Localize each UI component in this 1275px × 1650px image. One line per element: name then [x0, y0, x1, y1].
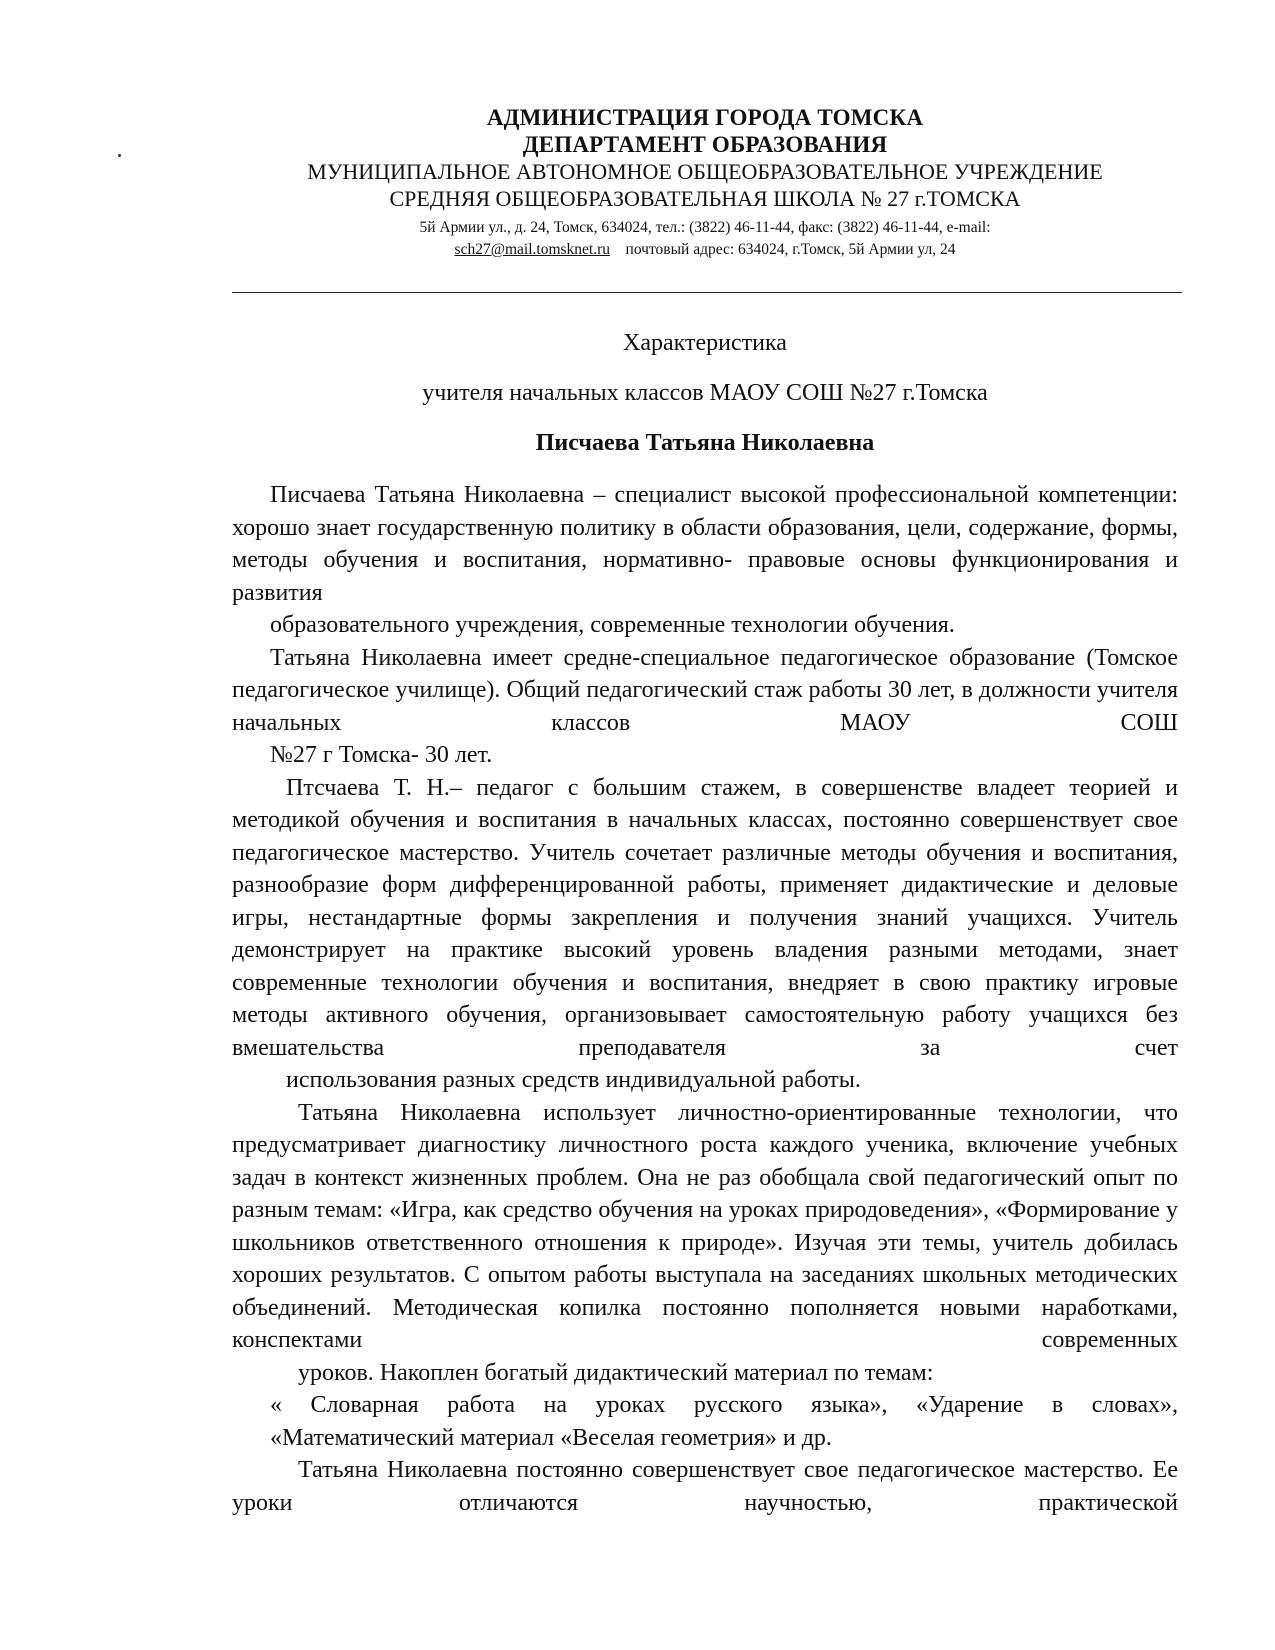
- paragraph-6: Татьяна Николаевна постоянно совершенствует свое педагогическое мастерство. Ее уроки отличаются научностью, практической: [232, 1457, 1178, 1516]
- letterhead-institution: МУНИЦИПАЛЬНОЕ АВТОНОМНОЕ ОБЩЕОБРАЗОВАТЕЛЬНОЕ УЧРЕЖДЕНИЕ: [307, 159, 1103, 184]
- email-link[interactable]: sch27@mail.tomsknet.ru: [454, 241, 611, 258]
- header-divider: [232, 292, 1182, 293]
- document-title: Характеристика: [623, 330, 787, 356]
- scan-speck: [118, 154, 121, 157]
- paragraph-4: Татьяна Николаевна использует личностно-ориентированные технологии, что предусматривает диагностику личностного роста каждого ученика, включение учебных задач в контекст жизненных проблем. Она не раз обобщала свой педагогический опыт по разным темам: «Игра, как средство обучения на уроках природоведения», «Формирование у школьников ответственного отношения к природе». Изучая эти темы, учитель добилась хороших результатов. С опытом работы выступала на заседаниях школьных методических объединений. Методическая копилка постоянно пополняется новыми наработками, конспектами современных уроков. Накоплен богатый дидактический материал по темам:: [232, 1099, 1178, 1386]
- letterhead-school: СРЕДНЯЯ ОБЩЕОБРАЗОВАТЕЛЬНАЯ ШКОЛА № 27 г.ТОМСКА: [389, 186, 1021, 211]
- letterhead: [230, 104, 1180, 260]
- letterhead-department: ДЕПАРТАМЕНТ ОБРАЗОВАНИЯ: [522, 132, 888, 157]
- letterhead-administration: АДМИНИСТРАЦИЯ ГОРОДА ТОМСКА: [486, 105, 924, 130]
- paragraph-5: « Словарная работа на уроках русского языка», «Ударение в словах», «Математический материал «Веселая геометрия» и др.: [270, 1392, 1178, 1451]
- letterhead-contact: 5й Армии ул., д. 24, Томск, 634024, тел.: (3822) 46-11-44, факс: (3822) 46-11-44, e-mail:: [419, 219, 991, 236]
- teacher-name: Писчаева Татьяна Николаевна: [535, 430, 875, 456]
- postal-address: почтовый адрес: 634024, г.Томск, 5й Армии ул, 24: [625, 241, 956, 258]
- paragraph-3: Птсчаева Т. Н.– педагог с большим стажем, в совершенстве владеет теорией и методикой обучения и воспитания в начальных классах, постоянно совершенствует свое педагогическое мастерство. Учитель сочетает различные методы обучения и воспитания, разнообразие форм дифференцированной работы, применяет дидактические и деловые игры, нестандартные формы закрепления и получения знаний учащихся. Учитель демонстрирует на практике высокий уровень владения разными методами, знает современные технологии обучения и воспитания, внедряет в свою практику игровые методы активного обучения, организовывает самостоятельную работу учащихся без вмешательства преподавателя за счет использования разных средств индивидуальной работы.: [232, 774, 1178, 1093]
- paragraph-2: Татьяна Николаевна имеет средне-специальное педагогическое образование (Томское педагогическое училище). Общий педагогический стаж работы 30 лет, в должности учителя начальных классов МАОУ СОШ №27 г Томска- 30 лет.: [232, 644, 1178, 768]
- paragraph-1: Писчаева Татьяна Николаевна – специалист высокой профессиональной компетенции: хорошо знает государственную политику в области образования, цели, содержание, формы, методы обучения и воспитания, нормативно- правовые основы функционирования и развития образовательного учреждения, современные технологии обучения.: [232, 482, 1178, 638]
- document-body: [232, 479, 1178, 1519]
- letterhead-postal-line: [230, 240, 1180, 260]
- document-subtitle: учителя начальных классов МАОУ СОШ №27 г.Томска: [422, 380, 988, 406]
